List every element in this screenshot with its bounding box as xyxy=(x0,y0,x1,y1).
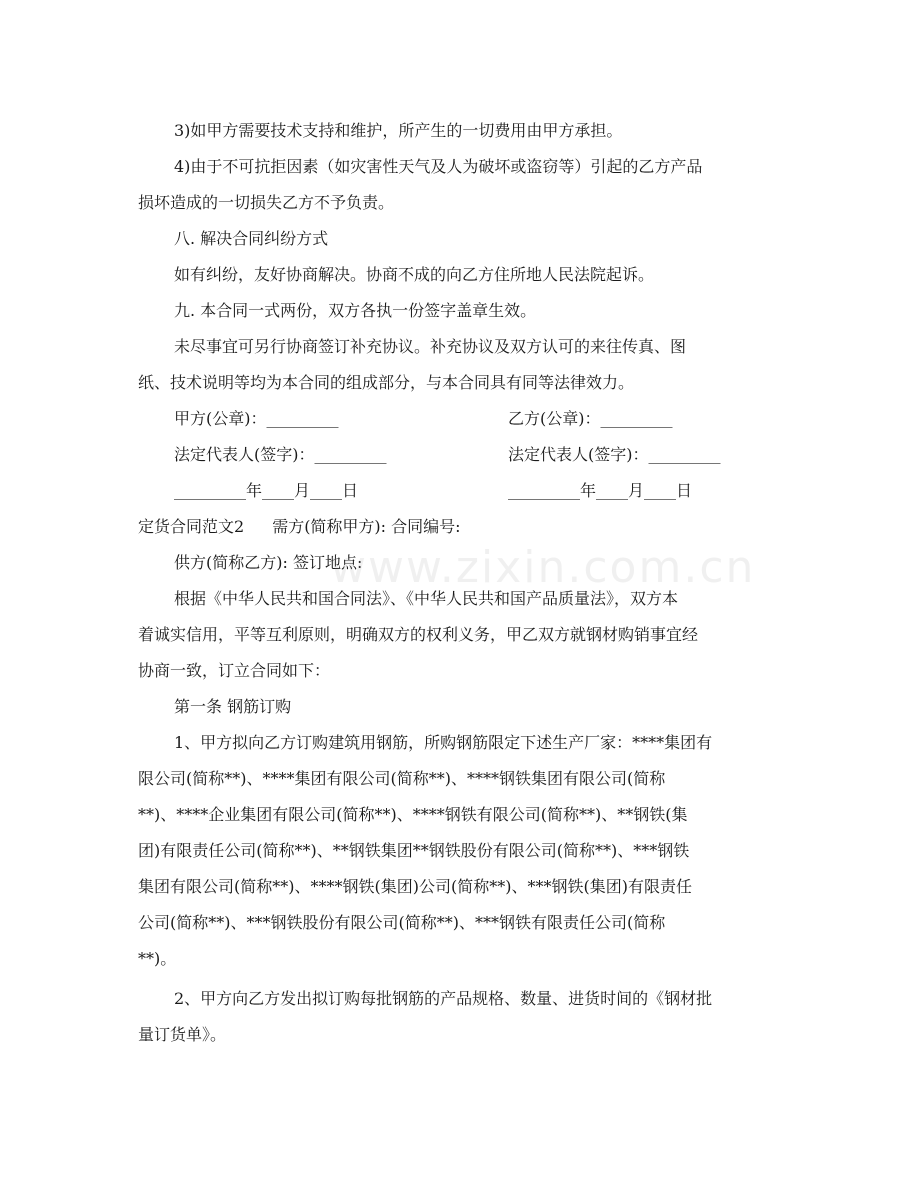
paragraph-continued: 团)有限责任公司(简称**)、**钢铁集团**钢铁股份有限公司(简称**)、***钢铁 xyxy=(138,841,690,860)
party-b-date: _________年____月____日 xyxy=(508,481,693,500)
signature-row-date xyxy=(138,473,790,509)
paragraph: 未尽事宜可另行协商签订补充协议。补充协议及双方认可的来往传真、图 xyxy=(174,337,687,356)
party-a-seal: 甲方(公章)：_________ xyxy=(174,409,339,428)
party-a-representative: 法定代表人(签字)：_________ xyxy=(174,445,387,464)
paragraph-continued: 集团有限公司(简称**)、****钢铁(集团)公司(简称**)、***钢铁(集团)有限责任 xyxy=(138,877,692,896)
section-heading-8: 八. 解决合同纠纷方式 xyxy=(174,229,329,248)
paragraph-continued: 纸、技术说明等均为本合同的组成部分，与本合同具有同等法律效力。 xyxy=(138,373,635,392)
contract-title-row xyxy=(138,509,790,545)
paragraph-continued: 量订货单》。 xyxy=(138,1025,227,1044)
paragraph: 1、甲方拟向乙方订购建筑用钢筋，所购钢筋限定下述生产厂家：****集团有 xyxy=(174,733,713,752)
signature-row-seal xyxy=(138,401,790,437)
supplier-info: 供方(简称乙方): 签订地点: xyxy=(174,553,363,572)
paragraph-continued: 公司(简称**)、***钢铁股份有限公司(简称**)、***钢铁有限责任公司(简称 xyxy=(138,913,666,932)
party-b-representative: 法定代表人(签字)：_________ xyxy=(508,445,721,464)
party-a-date: _________年____月____日 xyxy=(174,481,359,500)
paragraph-continued: 损坏造成的一切损失乙方不予负责。 xyxy=(138,193,395,212)
article-heading-1: 第一条 钢筋订购 xyxy=(174,697,292,716)
paragraph-continued: 协商一致，订立合同如下： xyxy=(138,661,331,680)
paragraph-continued: **)。 xyxy=(138,949,177,968)
document-body xyxy=(138,113,790,1053)
paragraph-continued: 限公司(简称**)、****集团有限公司(简称**)、****钢铁集团有限公司(简称 xyxy=(138,769,666,788)
signature-row-representative xyxy=(138,437,790,473)
section-heading-9: 九. 本合同一式两份，双方各执一份签字盖章生效。 xyxy=(174,301,537,320)
paragraph: 2、甲方向乙方发出拟订购每批钢筋的产品规格、数量、进货时间的《钢材批 xyxy=(174,989,713,1008)
paragraph: 如有纠纷，友好协商解决。协商不成的向乙方住所地人民法院起诉。 xyxy=(174,265,655,284)
paragraph-continued: **)、****企业集团有限公司(简称**)、****钢铁有限公司(简称**)、**钢铁(集 xyxy=(138,805,688,824)
paragraph: 4)由于不可抗拒因素（如灾害性天气及人为破坏或盗窃等）引起的乙方产品 xyxy=(174,157,703,176)
paragraph: 3)如甲方需要技术支持和维护，所产生的一切费用由甲方承担。 xyxy=(174,121,623,140)
paragraph-continued: 着诚实信用，平等互利原则，明确双方的权利义务，甲乙双方就钢材购销事宜经 xyxy=(138,625,699,644)
contract-title: 定货合同范文2 xyxy=(138,517,245,536)
paragraph: 根据《中华人民共和国合同法》、《中华人民共和国产品质量法》，双方本 xyxy=(174,589,679,608)
watermark: www.zixin.com.cn xyxy=(330,542,756,593)
buyer-info: 需方(简称甲方): 合同编号: xyxy=(272,517,461,536)
party-b-seal: 乙方(公章)：_________ xyxy=(508,409,673,428)
